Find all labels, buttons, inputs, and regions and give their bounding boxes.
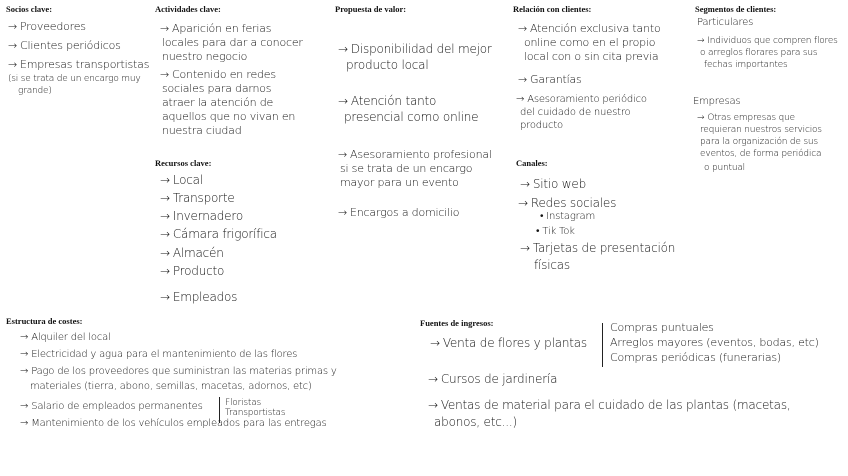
coste-item: → Alquiler del local <box>20 332 111 343</box>
recurso-item: → Local <box>160 173 203 187</box>
coste-sub-item: Transportistas <box>225 408 286 418</box>
coste-item: → Mantenimiento de los vehículos empleados para las entregas <box>20 418 327 429</box>
propuesta-valor-title: Propuesta de valor: <box>335 4 407 14</box>
arrow-icon: → <box>20 332 29 343</box>
canales-title: Canales: <box>516 158 548 168</box>
recurso-item: → Almacén <box>160 246 224 260</box>
arrow-icon: → <box>20 349 29 360</box>
segmento-line: o puntual <box>704 163 745 173</box>
canal-item: → Tarjetas de presentación <box>520 241 676 255</box>
segmento-line: o arreglos florares para sus <box>700 48 818 58</box>
arrow-icon: → <box>520 241 530 255</box>
recurso-item: → Cámara frigorífica <box>160 227 277 241</box>
segmento-line: fechas importantes <box>704 60 788 70</box>
arrow-icon: → <box>160 227 170 241</box>
recurso-item: → Producto <box>160 264 225 278</box>
relacion-clientes-title: Relación con clientes: <box>513 4 592 14</box>
recurso-item: → Empleados <box>160 290 238 304</box>
recurso-item: → Invernadero <box>160 209 243 223</box>
propuesta-item: → Disponibilidad del mejor <box>338 42 492 56</box>
segmento-heading: Empresas <box>693 96 741 107</box>
socios-clave-title: Socios clave: <box>6 4 53 14</box>
relacion-item: → Garantías <box>518 73 582 86</box>
arrow-icon: → <box>20 418 29 429</box>
arrow-icon: → <box>520 177 530 191</box>
recursos-clave-title: Recursos clave: <box>155 158 212 168</box>
ingreso-sub-item: Compras puntuales <box>610 321 714 334</box>
arrow-icon: → <box>518 73 528 86</box>
actividad-line: nuestro negocio <box>162 50 248 63</box>
actividad-line: locales para dar a conocer <box>162 36 303 49</box>
arrow-icon: → <box>160 246 170 260</box>
arrow-icon: → <box>697 36 705 46</box>
ingreso-item: → Cursos de jardinería <box>428 372 558 386</box>
coste-sub-item: Floristas <box>225 398 262 408</box>
actividad-item: → Aparición en ferias <box>160 22 272 35</box>
arrow-icon: → <box>20 366 29 377</box>
bullet-icon: • <box>540 211 547 222</box>
actividades-clave-title: Actividades clave: <box>155 4 221 14</box>
arrow-icon: → <box>160 191 170 205</box>
relacion-line: local con o sin cita previa <box>524 50 659 63</box>
arrow-icon: → <box>428 398 438 412</box>
canal-sub-item: • Tik Tok <box>536 226 575 237</box>
segmento-item: → Individuos que compren flores <box>697 36 838 46</box>
arrow-icon: → <box>160 290 170 304</box>
bracket-divider <box>602 323 603 367</box>
arrow-icon: → <box>8 20 18 33</box>
relacion-line: del cuidado de nuestro <box>520 107 631 118</box>
segmentos-clientes-title: Segmentos de clientes: <box>695 4 777 14</box>
arrow-icon: → <box>338 94 348 108</box>
segmento-line: requieran nuestros servicios <box>700 125 822 135</box>
arrow-icon: → <box>160 22 170 35</box>
canal-sub-item: • Instagram <box>540 211 596 222</box>
arrow-icon: → <box>160 264 170 278</box>
coste-item: → Electricidad y agua para el mantenimiento de las flores <box>20 349 298 360</box>
arrow-icon: → <box>518 22 528 35</box>
ingreso-line: abonos, etc...) <box>434 415 517 429</box>
actividad-line: aquellos que no vivan en <box>162 110 296 123</box>
propuesta-item: → Atención tanto <box>338 94 437 108</box>
actividad-item: → Contenido en redes <box>160 68 276 81</box>
relacion-item: → Asesoramiento periódico <box>516 94 647 105</box>
relacion-line: producto <box>520 120 563 131</box>
arrow-icon: → <box>8 58 18 71</box>
propuesta-line: producto local <box>346 58 429 72</box>
arrow-icon: → <box>428 372 438 386</box>
canal-item: → Redes sociales <box>518 196 617 210</box>
coste-item: → Salario de empleados permanentes <box>20 401 203 412</box>
arrow-icon: → <box>338 42 348 56</box>
ingreso-sub-item: Arreglos mayores (eventos, bodas, etc) <box>610 336 819 349</box>
segmento-line: eventos, de forma periódica <box>700 149 822 159</box>
relacion-line: online como en el propio <box>524 36 656 49</box>
propuesta-item: → Encargos a domicilio <box>338 206 460 219</box>
socios-note: grande) <box>18 86 52 96</box>
segmento-heading: Particulares <box>697 17 754 28</box>
estructura-costes-title: Estructura de costes: <box>6 316 83 326</box>
recurso-item: → Transporte <box>160 191 235 205</box>
arrow-icon: → <box>160 68 170 81</box>
segmento-line: para la organización de sus <box>700 137 818 147</box>
arrow-icon: → <box>697 113 705 123</box>
relacion-item: → Atención exclusiva tanto <box>518 22 661 35</box>
socios-item: → Proveedores <box>8 20 86 33</box>
coste-line: materiales (tierra, abono, semillas, macetas, adornos, etc) <box>30 381 312 392</box>
arrow-icon: → <box>8 39 18 52</box>
socios-note: (si se trata de un encargo muy <box>8 74 141 84</box>
arrow-icon: → <box>338 148 348 161</box>
arrow-icon: → <box>518 196 528 210</box>
propuesta-line: mayor para un evento <box>340 176 459 189</box>
segmento-item: → Otras empresas que <box>697 113 795 123</box>
fuentes-ingresos-title: Fuentes de ingresos: <box>420 318 494 328</box>
propuesta-line: presencial como online <box>344 110 479 124</box>
arrow-icon: → <box>338 206 348 219</box>
actividad-line: sociales para darnos <box>162 82 272 95</box>
arrow-icon: → <box>160 209 170 223</box>
ingreso-item: → Venta de flores y plantas <box>430 336 587 350</box>
bullet-icon: • <box>536 226 543 237</box>
arrow-icon: → <box>160 173 170 187</box>
propuesta-item: → Asesoramiento profesional <box>338 148 492 161</box>
actividad-line: atraer la atención de <box>162 96 274 109</box>
arrow-icon: → <box>20 401 29 412</box>
coste-item: → Pago de los proveedores que suministran las materias primas y <box>20 366 337 377</box>
actividad-line: nuestra ciudad <box>162 124 242 137</box>
socios-item: → Empresas transportistas <box>8 58 150 71</box>
socios-item: → Clientes periódicos <box>8 39 121 52</box>
canal-item: → Sitio web <box>520 177 587 191</box>
canal-line: físicas <box>534 258 570 272</box>
ingreso-sub-item: Compras periódicas (funerarias) <box>610 351 781 364</box>
arrow-icon: → <box>516 94 525 105</box>
propuesta-line: si se trata de un encargo <box>340 162 473 175</box>
arrow-icon: → <box>430 336 440 350</box>
ingreso-item: → Ventas de material para el cuidado de las plantas (macetas, <box>428 398 791 412</box>
